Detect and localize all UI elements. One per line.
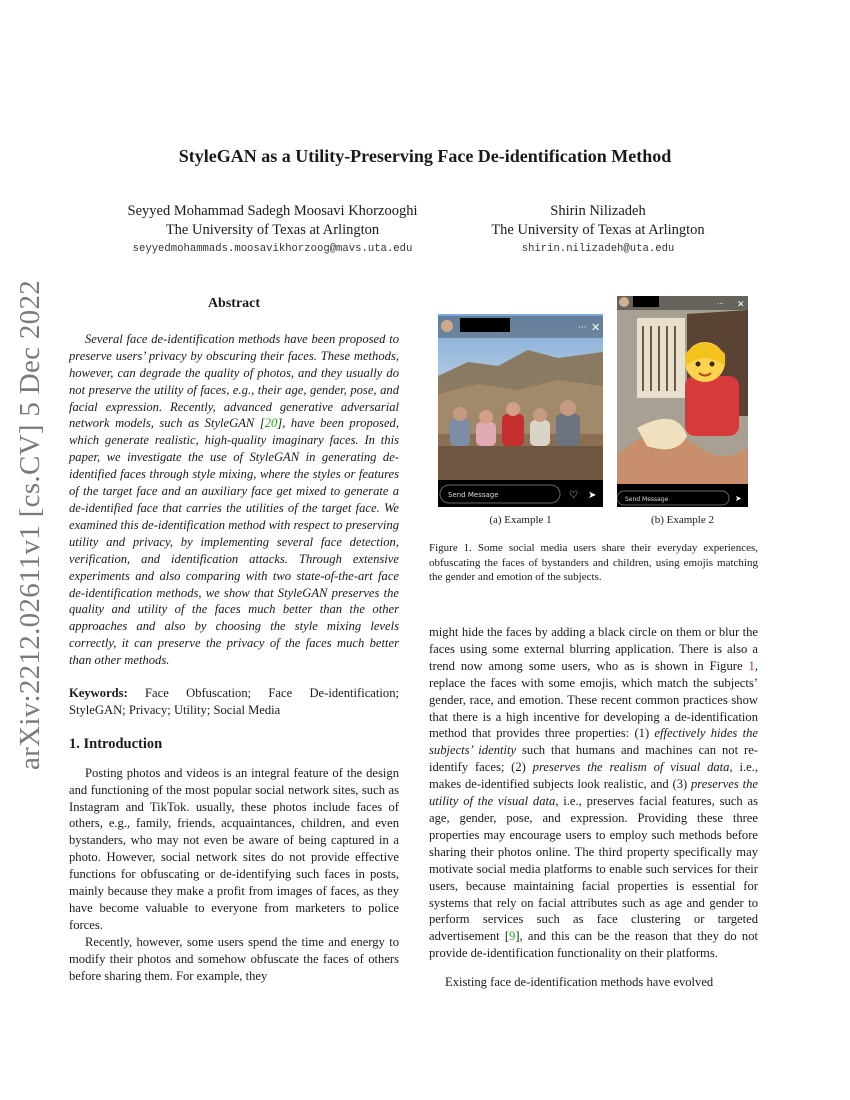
author-name: Shirin Nilizadeh <box>550 203 646 219</box>
svg-text:···: ··· <box>578 323 587 333</box>
example-2-photo <box>617 296 748 507</box>
send-icon[interactable]: ➤ <box>735 494 742 503</box>
keywords-label: Keywords: <box>69 686 128 701</box>
svg-text:✕: ✕ <box>737 300 745 310</box>
author-email[interactable]: shirin.nilizadeh@uta.edu <box>521 243 675 255</box>
body-text: ], and this can be the reason that they do not provide de-identification functionality on their platforms. <box>429 929 759 961</box>
keywords <box>69 685 399 719</box>
figure-reference-link[interactable]: 1 <box>748 658 755 673</box>
body-text: , i.e., makes de-identified subjects look realistic, and (3) <box>429 760 758 792</box>
citation-link[interactable]: 9 <box>509 929 516 944</box>
left-column <box>69 296 399 985</box>
abstract-heading: Abstract <box>207 296 261 311</box>
right-column-paragraph-1 <box>429 624 758 962</box>
citation-link[interactable]: 20 <box>264 416 278 431</box>
figure-caption: Figure 1. Some social media users share their everyday experiences, obfuscating the faces of bystanders and children, using emojis matching the gender and emotion of the subjects. <box>429 542 758 584</box>
author-email[interactable]: seyyedmohammads.moosavikhorzoog@mavs.uta.edu <box>132 243 413 255</box>
emphasis-text: preserves the realism of visual data <box>532 760 730 775</box>
example-1-photo <box>438 314 603 507</box>
send-message-label[interactable]: Send Message <box>625 496 669 503</box>
figure-image-example-2 <box>617 296 748 507</box>
keywords-text: Face Obfuscation; Face De-identification; StyleGAN; Privacy; Utility; Social Media <box>69 686 399 717</box>
subcaption-b: (b) Example 2 <box>651 514 714 526</box>
intro-paragraph-2: Recently, however, some users spend the time and energy to modify their photos and somehow obfuscate the faces of others before sharing them. For example, they <box>69 934 399 983</box>
intro-paragraph-1: Posting photos and videos is an integral feature of the design and functioning of the most popular social network sites, such as Instagram and TikTok. usually, these photos include faces of others, e.g., family, friends, acquaintances, children, and even bystanders, who may not even be aware of being captured in a photo. However, social network sites do not provide effective functions for obfuscating or de-identifying such faces in posts, mainly because they make a profit from images of faces, as they have become valuable to everyone from marketers to police forces. <box>69 765 399 932</box>
emphasis-text: effectively hides the subjects’ identity <box>429 726 758 758</box>
abstract-text-part: Several face de-identification methods have been proposed to preserve users’ privacy by obscuring their faces. These methods, however, can degrade the quality of photos, and they usually do not preserve the utility of faces, e.g., their age, gender, pose, and facial expression. Recently, advanced generative adversarial network models, such as StyleGAN [ <box>69 331 399 431</box>
author-block-1 <box>90 202 455 259</box>
paper-title: StyleGAN as a Utility-Preserving Face De-identification Method <box>178 146 672 166</box>
send-icon[interactable]: ➤ <box>588 490 597 501</box>
body-text: might hide the faces by adding a black circle on them or blur the faces using some external blurring application. There is also a trend now among some users, who as is shown in Figure <box>429 625 758 673</box>
abstract-text-part: ], have been proposed, which generate realistic, high-quality imaginary faces. In this paper, we investigate the use of StyleGAN in generating de-identified faces through style mixing, where the styles or features of the target face and an auxiliary face get mixed to generate a de-identified face that carries the utilities of the target face. We examined this de-identification method with respect to preserving utility and privacy, by implementing several face detection, verification, and identification attacks. Through extensive experiments and also comparing with two state-of-the-art face de-identification methods, we show that StyleGAN preserves the quality and utility of the faces much better than the other approaches and also by choosing the style mixing levels correctly, it can preserve the privacy of the faces much better than other methods. <box>69 416 399 668</box>
body-text: , i.e., preserves facial features, such as age, gender, pose, and expression. Providing these three properties may encourage users to employ such methods before sharing their photos online. The third property specifically may motivate social media platforms to enable such services for their users, because maintaining facial properties is essential for systems that rely on facial attributes such as age and gender to perform services such as face clustering or targeted advertisement [ <box>429 794 758 944</box>
send-message-label[interactable]: Send Message <box>448 491 499 499</box>
svg-text:···: ··· <box>717 300 724 308</box>
svg-text:✕: ✕ <box>591 321 601 334</box>
body-text: such that humans and machines can not re-identify faces; (2) <box>429 743 758 775</box>
emphasis-text: preserves the utility of the visual data <box>429 777 758 809</box>
author-name: Seyyed Mohammad Sadegh Moosavi Khorzooghi <box>127 203 418 219</box>
right-column-paragraph-2: Existing face de-identification methods have evolved <box>445 975 714 989</box>
author-affiliation: The University of Texas at Arlington <box>165 222 380 238</box>
abstract-text <box>69 331 399 669</box>
arxiv-identifier: arXiv:2212.02611v1 [cs.CV] 5 Dec 2022 <box>14 279 46 770</box>
body-text: , replace the faces with some emojis, which match the subjects’ gender, race, and emotion. These recent common practices show that there is a high incentive for developing a de-identification method that provides three properties: (1) <box>429 658 758 741</box>
heart-icon[interactable]: ♡ <box>569 490 578 501</box>
author-block-2 <box>468 202 728 259</box>
section-heading-introduction: 1. Introduction <box>69 735 163 752</box>
subcaption-a: (a) Example 1 <box>489 514 552 526</box>
author-affiliation: The University of Texas at Arlington <box>491 222 705 238</box>
figure-image-example-1 <box>438 314 603 507</box>
